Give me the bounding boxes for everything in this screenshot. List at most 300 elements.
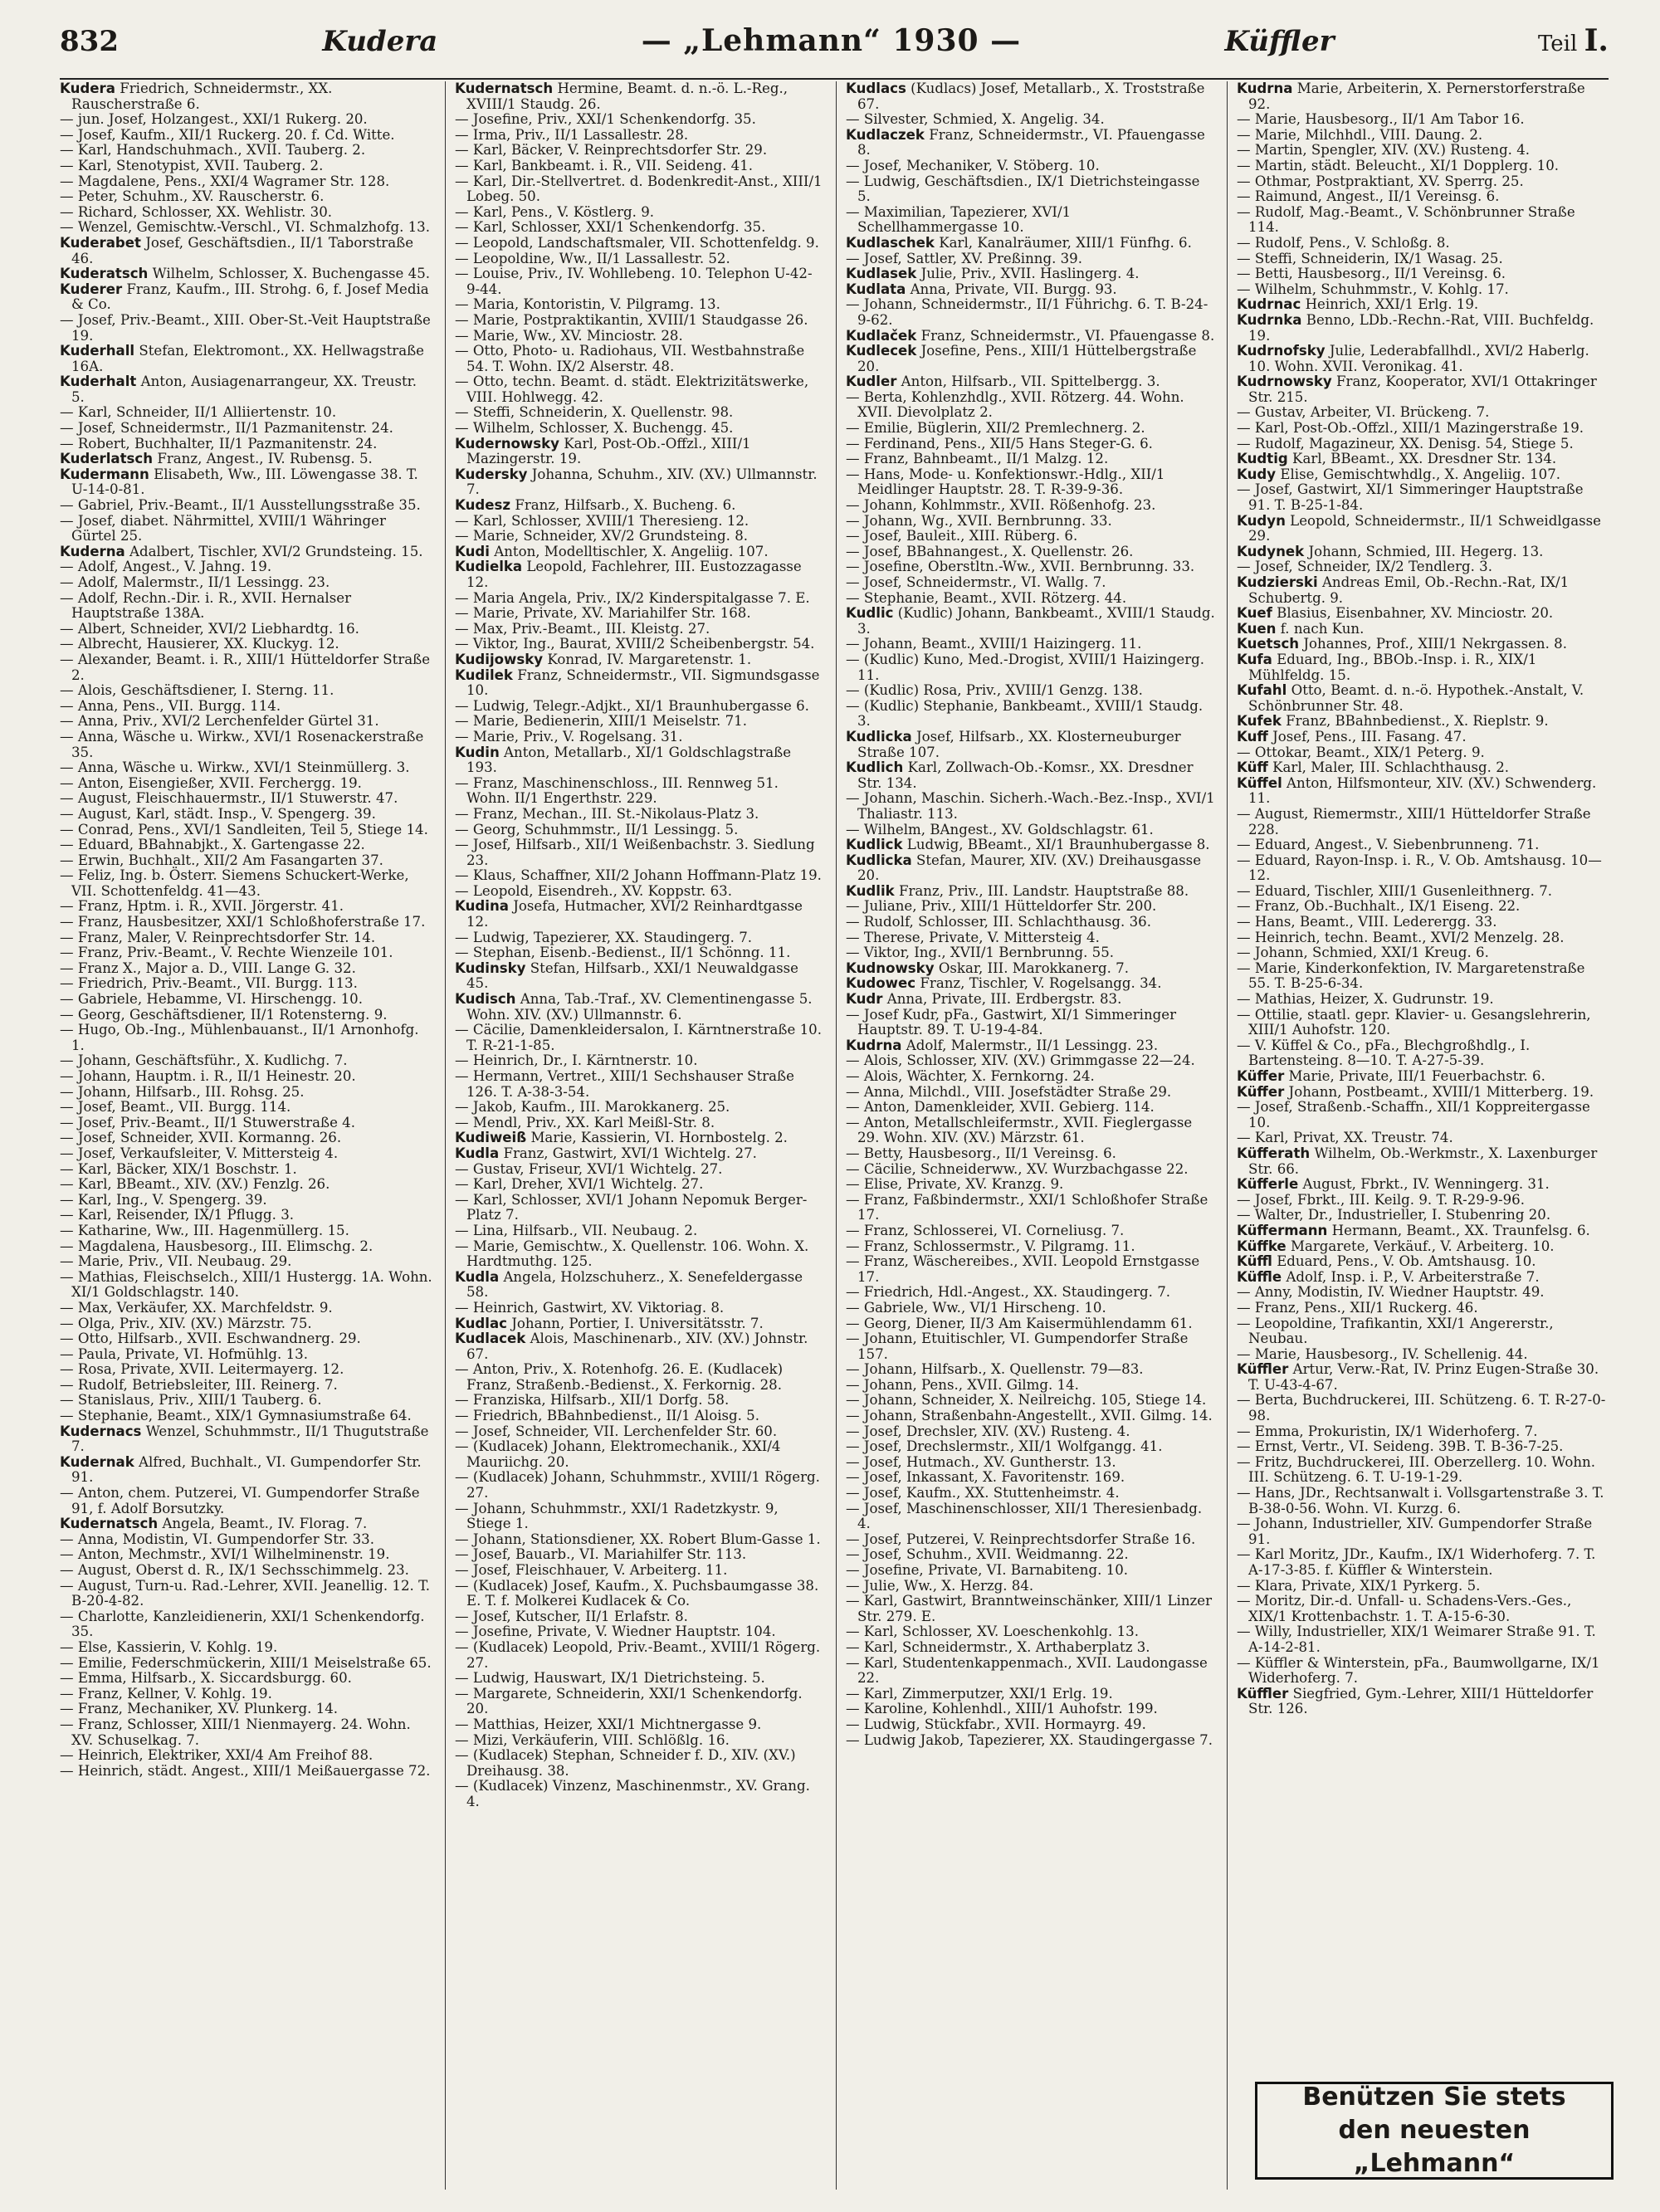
entry-text: Alois, Maschinenarb., XIV. (XV.) Johnstr. 67.: [466, 1331, 808, 1362]
directory-entry: [846, 1640, 1215, 1656]
entry-text: — Hans, Mode- u. Konfektionswr.-Hdlg., XII/1 Meidlinger Hauptstr. 28. T. R-39-9-36.: [846, 466, 1165, 498]
surname: Kudlaschek: [846, 234, 935, 251]
directory-entry: [60, 961, 433, 977]
entry-text: — Josef, Kutscher, II/1 Erlafstr. 8.: [455, 1608, 688, 1624]
directory-entry: [455, 313, 824, 329]
directory-entry: [846, 961, 1215, 977]
entry-text: — Betty, Hausbesorg., II/1 Vereinsg. 6.: [846, 1145, 1116, 1161]
directory-entry: [846, 606, 1215, 637]
entry-text: — Marie, Priv., VII. Neubaug. 29.: [60, 1253, 292, 1270]
directory-entry: [455, 251, 824, 267]
directory-entry: [455, 961, 824, 992]
directory-entry: [1237, 899, 1609, 915]
entry-text: — Karl, Pens., V. Köstlerg. 9.: [455, 203, 655, 220]
entry-text: — August, Riemermstr., XIII/1 Hütteldorfer Straße 228.: [1237, 805, 1591, 837]
entry-text: — Heinrich, städt. Angest., XIII/1 Meißauergasse 72.: [60, 1762, 431, 1779]
running-header: [60, 23, 1609, 73]
entry-text: — Elise, Private, XV. Kranzg. 9.: [846, 1176, 1064, 1193]
directory-entry: [1237, 1085, 1609, 1101]
directory-entry: [60, 1702, 433, 1717]
entry-text: — Josef, Maschinenschlosser, XII/1 Theresienbadg. 4.: [846, 1500, 1203, 1532]
directory-entry: [1237, 606, 1609, 622]
entry-text: — Ferdinand, Pens., XII/5 Hans Steger-G. 6.: [846, 435, 1153, 452]
entry-text: Eduard, Pens., V. Ob. Amtshausg. 10.: [1277, 1253, 1536, 1270]
entry-text: Marie, Private, III/1 Feuerbachstr. 6.: [1288, 1068, 1545, 1084]
surname: Küfferath: [1237, 1145, 1311, 1161]
entry-text: — Richard, Schlosser, XX. Wehlistr. 30.: [60, 203, 333, 220]
surname: Küffler: [1237, 1361, 1289, 1378]
surname: Kudernacs: [60, 1423, 142, 1439]
directory-entry: [60, 637, 433, 652]
directory-entry: [455, 1717, 824, 1733]
directory-entry: [60, 1146, 433, 1162]
entry-text: — Wilhelm, Schlosser, X. Buchengg. 45.: [455, 420, 734, 437]
surname: Kufek: [1237, 713, 1282, 730]
directory-entry: [60, 544, 433, 560]
directory-entry: [60, 930, 433, 946]
directory-entry: [60, 760, 433, 776]
entry-text: Josefa, Hutmacher, XVI/2 Reinhardtgasse 12.: [466, 898, 803, 930]
surname: Kuderhall: [60, 343, 135, 359]
directory-entry: [455, 1053, 824, 1069]
entry-text: — Josef, Kaufm., XII/1 Ruckerg. 20. f. Cd. Witte.: [60, 126, 395, 143]
entry-text: — Georg, Schuhmmstr., II/1 Lessingg. 5.: [455, 821, 739, 837]
directory-entry: [455, 776, 824, 807]
surname: Küffer: [1237, 1083, 1285, 1100]
surname: Kudersky: [455, 466, 528, 482]
entry-text: Andreas Emil, Ob.-Rechn.-Rat, IX/1 Schubertg. 9.: [1248, 574, 1570, 606]
directory-entry: [60, 776, 433, 792]
directory-entry: [60, 837, 433, 853]
entry-text: — Karl, Schlosser, XXI/1 Schenkendorfg. 35.: [455, 219, 766, 236]
directory-entry: [455, 1177, 824, 1193]
surname: Küff: [1237, 759, 1268, 776]
entry-text: — V. Küffel & Co., pFa., Blechgroßhdlg., I. Bartensteing. 8—10. T. A-27-5-39.: [1237, 1037, 1531, 1069]
surname: Kudin: [455, 744, 500, 760]
entry-text: — Johann, Beamt., XVIII/1 Haizingerg. 11.: [846, 636, 1142, 652]
directory-entry: [60, 1486, 433, 1516]
entry-text: — Josefine, Priv., XXI/1 Schenkendorfg. 35.: [455, 111, 756, 128]
entry-text: Josef, Geschäftsdien., II/1 Taborstraße 46.: [71, 234, 414, 266]
directory-entry: [60, 622, 433, 637]
directory-entry: [60, 1764, 433, 1780]
entry-text: — Stephan, Eisenb.-Bedienst., II/1 Schönng. 11.: [455, 945, 791, 961]
entry-text: — Emma, Hilfsarb., X. Siccardsburgg. 60.: [60, 1670, 352, 1687]
entry-text: — Mathias, Fleischselch., XIII/1 Hustergg. 1A. Wohn. XI/1 Goldschlagstr. 140.: [60, 1268, 432, 1301]
directory-entry: [60, 899, 433, 915]
directory-entry: [846, 282, 1215, 298]
entry-text: — Josef, Bauarb., VI. Mariahilfer Str. 113.: [455, 1546, 747, 1563]
entry-text: — Matthias, Heizer, XXI/1 Michtnergasse 9.: [455, 1716, 762, 1732]
directory-entry: [1237, 189, 1609, 205]
entry-text: — Heinrich, Gastwirt, XV. Viktoriag. 8.: [455, 1299, 725, 1316]
entry-text: — Johann, Schneider, X. Neilreichg. 105, Stiege 14.: [846, 1392, 1207, 1409]
part-number: I.: [1584, 23, 1609, 58]
directory-entry: [60, 128, 433, 144]
entry-text: — Maximilian, Tapezierer, XVI/1 Schellhammergasse 10.: [846, 203, 1072, 236]
entry-text: — Marie, Gemischtw., X. Quellenstr. 106. Wohn. X. Hardtmuthg. 125.: [455, 1238, 809, 1270]
entry-text: — Max, Priv.-Beamt., III. Kleistg. 27.: [455, 620, 710, 637]
directory-entry: [1237, 1624, 1609, 1655]
entry-text: — Johann, Wg., XVII. Bernbrunng. 33.: [846, 512, 1112, 529]
entry-text: — Franz, Maschinenschloss., III. Rennweg 51. Wohn. II/1 Engerthstr. 229.: [455, 774, 779, 807]
directory-entry: [846, 699, 1215, 730]
directory-entry: [1237, 1254, 1609, 1270]
directory-entry: [60, 1532, 433, 1548]
directory-entry: [60, 823, 433, 838]
directory-entry: [455, 467, 824, 498]
directory-entry: [846, 992, 1215, 1008]
entry-text: — Karl, Zimmerputzer, XXI/1 Erlg. 19.: [846, 1685, 1113, 1702]
directory-entry: [1237, 174, 1609, 190]
directory-entry: [455, 437, 824, 467]
directory-entry: [846, 1254, 1215, 1285]
directory-entry: [846, 575, 1215, 591]
entry-text: — Josef, Schneidermstr., VI. Wallg. 7.: [846, 574, 1106, 590]
entry-text: — Josefine, Oberstltn.-Ww., XVII. Bernbrunng. 33.: [846, 559, 1195, 575]
directory-entry: [1237, 776, 1609, 807]
directory-entry: [455, 1502, 824, 1532]
entry-text: — Georg, Diener, II/3 Am Kaisermühlendamm 61.: [846, 1315, 1193, 1331]
surname: Kudlicka: [846, 728, 912, 745]
directory-entry: [60, 1717, 433, 1748]
directory-entry: [455, 1023, 824, 1053]
surname: Kudlata: [846, 281, 906, 297]
directory-entry: [455, 1193, 824, 1223]
entry-text: — Franziska, Hilfsarb., XII/1 Dorfg. 58.: [455, 1392, 730, 1409]
directory-entry: [455, 1223, 824, 1239]
entry-text: — Heinrich, Dr., I. Kärntnerstr. 10.: [455, 1052, 698, 1069]
directory-entry: [60, 498, 433, 514]
surname: Kudilek: [455, 667, 513, 683]
entry-text: — Berta, Kohlenzhdlg., XVII. Rötzerg. 44. Wohn. XVII. Dievolplatz 2.: [846, 388, 1184, 421]
directory-entry: [455, 1162, 824, 1178]
directory-entry: [1237, 884, 1609, 900]
entry-text: — Johann, Hilfsarb., III. Rohsg. 25.: [60, 1083, 305, 1100]
entry-text: — Franz, Maler, V. Reinprechtsdorfer Str. 14.: [60, 929, 376, 945]
entry-text: Josef, Hilfsarb., XX. Klosterneuburger Straße 107.: [857, 728, 1181, 760]
directory-entry: [455, 128, 824, 144]
directory-entry: [455, 1733, 824, 1749]
entry-text: Alfred, Buchhalt., VI. Gumpendorfer Str. 91.: [71, 1453, 422, 1486]
column-3: [846, 81, 1215, 2190]
entry-text: — Klaus, Schaffner, XII/2 Johann Hoffmann-Platz 19.: [455, 867, 822, 884]
directory-entry: [60, 452, 433, 467]
directory-entry: [455, 745, 824, 776]
entry-text: Julie, Priv., XVII. Haslingerg. 4.: [920, 266, 1140, 282]
entry-text: — Georg, Geschäftsdiener, II/1 Rotensterng. 9.: [60, 1006, 388, 1023]
directory-entry: [846, 976, 1215, 992]
directory-entry: [455, 1393, 824, 1409]
surname: Küffermann: [1237, 1222, 1328, 1238]
entry-text: — Josef, Fleischhauer, V. Arbeiterg. 11.: [455, 1562, 728, 1578]
entry-text: — Ottilie, staatl. gepr. Klavier- u. Gesangslehrerin, XIII/1 Auhofstr. 120.: [1237, 1006, 1591, 1038]
entry-text: — Otto, techn. Beamt. d. städt. Elektrizitätswerke, VIII. Hohlwegg. 42.: [455, 374, 809, 405]
directory-entry: [846, 1624, 1215, 1640]
directory-entry: [1237, 1177, 1609, 1193]
entry-text: — Paula, Private, VI. Hofmühlg. 13.: [60, 1345, 308, 1362]
directory-entry: [455, 1640, 824, 1671]
entry-text: Franz, Schneidermstr., VII. Sigmundsgasse 10.: [466, 667, 820, 699]
page-number: 832: [60, 25, 119, 58]
entry-text: — Adolf, Rechn.-Dir. i. R., XVII. Hernalser Hauptstraße 138A.: [60, 589, 352, 622]
directory-entry: [60, 81, 433, 112]
entry-text: Margarete, Verkäuf., V. Arbeiterg. 10.: [1290, 1238, 1555, 1254]
directory-entry: [60, 282, 433, 313]
entry-text: — (Kudlacek) Leopold, Priv.-Beamt., XVIII/1 Rögerg. 27.: [455, 1638, 821, 1671]
entry-text: — Emilie, Federschmückerin, XIII/1 Meiselstraße 65.: [60, 1654, 432, 1671]
directory-entry: [60, 992, 433, 1008]
directory-entry: [60, 1547, 433, 1563]
directory-entry: [1237, 1316, 1609, 1347]
surname: Kudijowsky: [455, 651, 544, 667]
surname: Kudrnowsky: [1237, 374, 1332, 390]
column-4: [1237, 81, 1609, 2190]
entry-text: — Karl Moritz, JDr., Kaufm., IX/1 Widerhoferg. 7. T. A-17-3-85. f. Küffler & Winterstein.: [1237, 1546, 1596, 1578]
directory-entry: [1237, 807, 1609, 837]
surname: Kudlacek: [455, 1331, 526, 1347]
entry-text: — Anny, Modistin, IV. Wiedner Hauptstr. 49.: [1237, 1284, 1545, 1301]
directory-entry: [1237, 344, 1609, 374]
directory-entry: [846, 1301, 1215, 1316]
entry-text: Karl, Maler, III. Schlachthausg. 2.: [1272, 759, 1510, 776]
surname: Kudyn: [1237, 512, 1286, 529]
directory-entry: [60, 205, 433, 221]
entry-text: Josef, Pens., III. Fasang. 47.: [1272, 728, 1467, 745]
entry-text: Hermine, Beamt. d. n.-ö. L.-Reg., XVIII/1 Staudg. 26.: [466, 81, 788, 112]
entry-text: — Johann, Hauptm. i. R., II/1 Heinestr. 20.: [60, 1068, 356, 1084]
entry-text: — August, Fleischhauermstr., II/1 Stuwerstr. 47.: [60, 790, 398, 807]
entry-text: — August, Oberst d. R., IX/1 Sechsschimmelg. 23.: [60, 1562, 409, 1578]
directory-entry: [846, 374, 1215, 390]
entry-text: — Karl, Gastwirt, Branntweinschänker, XIII/1 Linzer Str. 279. E.: [846, 1593, 1213, 1624]
entry-text: — Else, Kassierin, V. Kohlg. 19.: [60, 1638, 278, 1655]
directory-entry: [60, 1640, 433, 1656]
surname: Kudrnka: [1237, 311, 1302, 328]
directory-entry: [60, 1053, 433, 1069]
surname: Kudler: [846, 374, 897, 390]
directory-entry: [60, 1008, 433, 1023]
directory-entry: [455, 1532, 824, 1548]
entry-text: Otto, Beamt. d. n.-ö. Hypothek.-Anstalt, V. Schönbrunner Str. 48.: [1248, 682, 1584, 714]
directory-entry: [455, 374, 824, 405]
directory-entry: [846, 329, 1215, 344]
entry-text: — Alexander, Beamt. i. R., XIII/1 Hütteldorfer Straße 2.: [60, 651, 431, 683]
entry-text: — Martin, städt. Beleucht., XI/1 Dopplerg. 10.: [1237, 157, 1560, 173]
entry-text: — Josef, Schneider, VII. Lerchenfelder Str. 60.: [455, 1423, 778, 1439]
directory-entry: [455, 1687, 824, 1717]
directory-entry: [60, 266, 433, 282]
directory-entry: [1237, 853, 1609, 884]
directory-entry: [60, 683, 433, 699]
directory-entry: [60, 1130, 433, 1146]
entry-text: — Franz, Ob.-Buchhalt., IX/1 Eiseng. 22.: [1237, 898, 1521, 915]
entry-text: — Anton, Damenkleider, XVII. Gebierg. 114.: [846, 1099, 1155, 1116]
entry-text: — Katharine, Ww., III. Hagenmüllerg. 15.: [60, 1222, 349, 1238]
entry-text: Wilhelm, Schlosser, X. Buchengasse 45.: [152, 266, 431, 282]
entry-text: — Karl, Bäcker, XIX/1 Boschstr. 1.: [60, 1160, 297, 1177]
entry-text: — Ottokar, Beamt., XIX/1 Peterg. 9.: [1237, 744, 1485, 760]
directory-entry: [60, 143, 433, 159]
entry-text: Angela, Holzschuherz., X. Senefeldergasse 58.: [466, 1268, 803, 1301]
directory-entry: [455, 1316, 824, 1332]
entry-text: — Wilhelm, BAngest., XV. Goldschlagstr. 61.: [846, 821, 1154, 837]
directory-entry: [455, 1563, 824, 1579]
directory-entry: [846, 1455, 1215, 1471]
directory-entry: [60, 1455, 433, 1486]
entry-text: — (Kudlacek) Johann, Schuhmmstr., XVIII/1 Rögerg. 27.: [455, 1469, 820, 1502]
directory-entry: [846, 544, 1215, 560]
surname: Küffer: [1237, 1068, 1285, 1084]
directory-entry: [846, 637, 1215, 652]
directory-entry: [60, 437, 433, 452]
directory-entry: [1237, 251, 1609, 267]
entry-text: — Max, Verkäufer, XX. Marchfeldstr. 9.: [60, 1299, 333, 1316]
directory-entry: [60, 1208, 433, 1223]
entry-text: — Karl, Schlosser, XVIII/1 Theresieng. 12.: [455, 512, 749, 529]
surname: Kudina: [455, 898, 509, 915]
directory-entry: [455, 1331, 824, 1362]
directory-entry: [846, 1116, 1215, 1146]
directory-entry: [455, 112, 824, 128]
entry-text: — Karl, Schneidermstr., X. Arthaberplatz 3.: [846, 1638, 1150, 1655]
directory-entry: [1237, 1486, 1609, 1516]
directory-entry: [1237, 297, 1609, 313]
entry-text: — Hans, JDr., Rechtsanwalt i. Vollsgartenstraße 3. T. B-38-0-56. Wohn. VI. Kurzg. 6.: [1237, 1485, 1604, 1516]
entry-text: — Margarete, Schneiderin, XXI/1 Schenkendorfg. 20.: [455, 1685, 803, 1717]
entry-text: — Hans, Beamt., VIII. Lederergg. 33.: [1237, 914, 1497, 930]
directory-entry: [1237, 652, 1609, 683]
directory-entry: [846, 1702, 1215, 1717]
entry-text: — Marie, Kinderkonfektion, IV. Margaretenstraße 55. T. B-25-6-34.: [1237, 960, 1585, 992]
advertisement-box: [1255, 2082, 1614, 2180]
surname: Kudinsky: [455, 960, 526, 976]
entry-text: — Anton, Metallschleifermstr., XVII. Fieglergasse 29. Wohn. XIV. (XV.) Märzstr. 61.: [846, 1114, 1193, 1146]
entry-text: — Mathias, Heizer, X. Gudrunstr. 19.: [1237, 991, 1494, 1008]
entry-text: Franz, Kaufm., III. Strohg. 6, f. Josef Media & Co.: [71, 281, 429, 313]
entry-text: — August, Turn-u. Rad.-Lehrer, XVII. Jeanellig. 12. T. B-20-4-82.: [60, 1577, 430, 1609]
entry-text: Franz, BBahnbedienst., X. Rieplstr. 9.: [1286, 713, 1549, 730]
directory-entry: [846, 652, 1215, 683]
directory-entry: [60, 853, 433, 869]
directory-entry: [1237, 730, 1609, 745]
directory-entry: [846, 1193, 1215, 1223]
entry-text: Stefan, Maurer, XIV. (XV.) Dreihausgasse 20.: [857, 852, 1202, 884]
directory-entry: [455, 884, 824, 900]
entry-text: — Karl, Stenotypist, XVII. Tauberg. 2.: [60, 157, 324, 173]
directory-entry: [455, 1439, 824, 1470]
surname: Kufa: [1237, 651, 1272, 667]
directory-entry: [1237, 1301, 1609, 1316]
directory-entry: [455, 329, 824, 344]
surname: Kudermann: [60, 466, 149, 482]
entry-text: — Josef, Drechsler, XIV. (XV.) Rusteng. 4.: [846, 1423, 1130, 1439]
directory-entry: [846, 1053, 1215, 1069]
directory-entry: [846, 853, 1215, 884]
entry-text: — (Kudlacek) Josef, Kaufm., X. Puchsbaumgasse 38. E. T. f. Molkerei Kudlacek & Co.: [455, 1577, 819, 1609]
entry-text: — Marie, Postpraktikantin, XVIII/1 Staudgasse 26.: [455, 311, 808, 328]
surname: Kudera: [60, 81, 115, 96]
directory-entry: [60, 405, 433, 421]
entry-text: Siegfried, Gym.-Lehrer, XIII/1 Hütteldorfer Str. 126.: [1248, 1685, 1594, 1717]
entry-text: — Karl, Reisender, IX/1 Pflugg. 3.: [60, 1207, 295, 1223]
entry-text: — Alois, Wächter, X. Fernkorng. 24.: [846, 1068, 1095, 1084]
entry-text: — (Kudlacek) Vinzenz, Maschinenmstr., XV. Grang. 4.: [455, 1778, 810, 1809]
directory-columns: [60, 81, 1609, 2190]
surname: Kudtig: [1237, 451, 1288, 467]
directory-entry: [846, 1100, 1215, 1116]
directory-entry: [60, 699, 433, 715]
entry-text: Johann, Portier, I. Universitätsstr. 7.: [511, 1315, 764, 1331]
directory-entry: [60, 1316, 433, 1332]
entry-text: — Berta, Buchdruckerei, III. Schützeng. 6. T. R-27-0-98.: [1237, 1392, 1606, 1424]
entry-text: — Eduard, Rayon-Insp. i. R., V. Ob. Amtshausg. 10—12.: [1237, 852, 1602, 884]
entry-text: — Albert, Schneider, XVI/2 Liebhardtg. 16.: [60, 620, 359, 637]
entry-text: — Anton, Eisengießer, XVII. Ferchergg. 19.: [60, 774, 362, 791]
directory-entry: [1237, 1130, 1609, 1146]
entry-text: — Josef, Priv.-Beamt., XIII. Ober-St.-Veit Hauptstraße 19.: [60, 311, 431, 344]
directory-entry: [1237, 1208, 1609, 1223]
directory-entry: [455, 559, 824, 590]
entry-text: — Stanislaus, Priv., XIII/1 Tauberg. 6.: [60, 1392, 322, 1409]
directory-entry: [1237, 714, 1609, 730]
directory-entry: [60, 514, 433, 544]
entry-text: Adolf, Insp. i. P., V. Arbeiterstraße 7.: [1286, 1268, 1540, 1285]
directory-entry: [60, 730, 433, 760]
directory-entry: [846, 884, 1215, 900]
column-divider: [445, 81, 446, 2190]
directory-entry: [455, 1239, 824, 1270]
directory-entry: [1237, 452, 1609, 467]
column-2: [455, 81, 824, 2190]
entry-text: — Hugo, Ob.-Ing., Mühlenbauanst., II/1 Arnonhofg. 1.: [60, 1022, 419, 1053]
directory-entry: [846, 1146, 1215, 1162]
directory-entry: [60, 1656, 433, 1672]
directory-entry: [846, 930, 1215, 946]
entry-text: — Adolf, Angest., V. Jahng. 19.: [60, 559, 272, 575]
entry-text: — Josef, Inkassant, X. Favoritenstr. 169.: [846, 1469, 1125, 1486]
entry-text: — Gabriele, Hebamme, VI. Hirschengg. 10.: [60, 991, 364, 1008]
entry-text: — Josef, Verkaufsleiter, V. Mittersteig 4.: [60, 1145, 339, 1161]
entry-text: — Josef, Kaufm., XX. Stuttenheimstr. 4.: [846, 1485, 1120, 1502]
entry-text: Elise, Gemischtwhdlg., X. Angeliig. 107.: [1280, 466, 1561, 482]
directory-entry: [60, 1563, 433, 1579]
surname: Kuen: [1237, 620, 1277, 637]
directory-entry: [60, 189, 433, 205]
entry-text: — Karl, Dir.-Stellvertret. d. Bodenkredit-Anst., XIII/1 Lobeg. 50.: [455, 173, 823, 205]
directory-entry: [60, 1393, 433, 1409]
directory-entry: [846, 791, 1215, 822]
directory-entry: [60, 1424, 433, 1455]
entry-text: Franz, Kooperator, XVI/1 Ottakringer Str. 215.: [1248, 374, 1597, 405]
entry-text: Anna, Private, VII. Burgg. 93.: [910, 281, 1117, 297]
directory-entry: [846, 1502, 1215, 1532]
directory-entry: [455, 591, 824, 607]
entry-text: Stefan, Hilfsarb., XXI/1 Neuwaldgasse 45.: [466, 960, 798, 992]
directory-entry: [846, 1038, 1215, 1054]
directory-entry: [455, 1100, 824, 1116]
entry-text: — Marie, Bedienerin, XIII/1 Meiselstr. 71.: [455, 713, 748, 730]
entry-text: — Franz, Mechaniker, XV. Plunkerg. 14.: [60, 1701, 339, 1717]
directory-entry: [1237, 683, 1609, 714]
surname: Kudlecek: [846, 343, 917, 359]
entry-text: — Josef, BBahnangest., X. Quellenstr. 26.: [846, 543, 1134, 559]
directory-entry: [455, 714, 824, 730]
surname: Kudr: [846, 991, 883, 1008]
surname: Kufahl: [1237, 682, 1287, 699]
directory-entry: [60, 1193, 433, 1209]
surname: Kuff: [1237, 728, 1268, 745]
